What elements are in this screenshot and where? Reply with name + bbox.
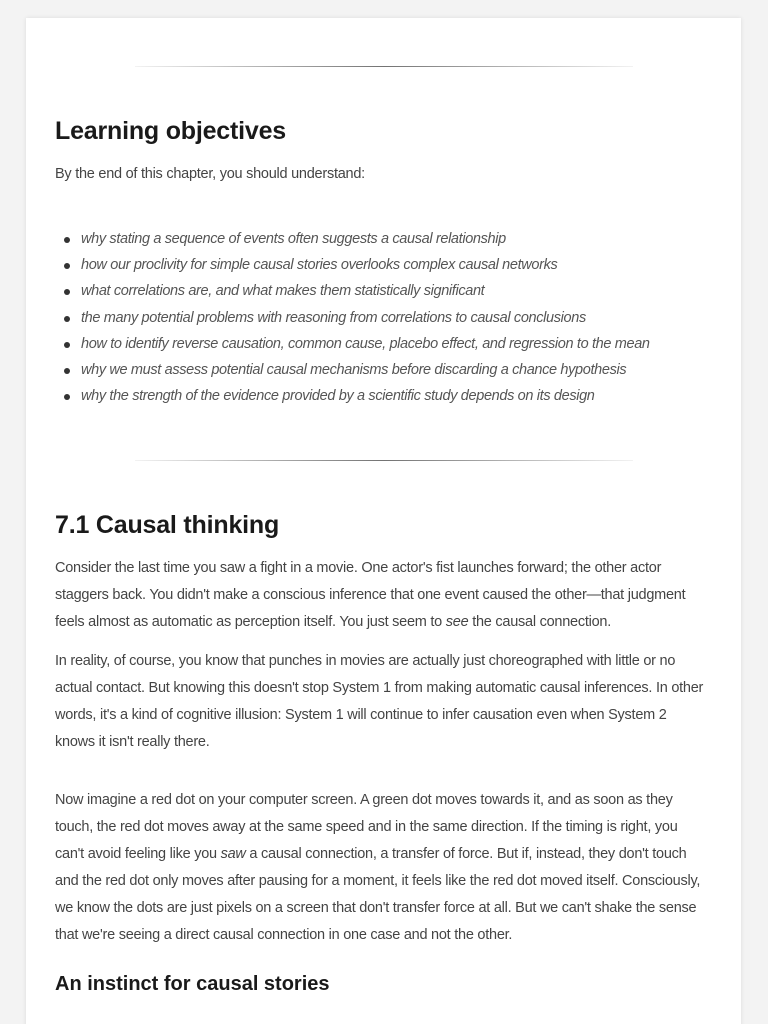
objectives-intro: By the end of this chapter, you should understand: (55, 166, 365, 182)
subsection-heading: An instinct for causal stories (55, 973, 330, 995)
list-item: how to identify reverse causation, common cause, placebo effect, and regression to the mean (81, 331, 650, 357)
bullet-icon (64, 368, 70, 374)
paragraph-3: Now imagine a red dot on your computer screen. A green dot moves towards it, and as soon as they touch, the red dot moves away at the same speed and in the same direction. If the timing is right, you can't avoid feeling like you saw a causal connection, a transfer of force. But if, instead, they don't touch and the red dot only moves after pausing for a moment, it feels like the red dot moved itself. Consciously, we know the dots are just pixels on a screen that don't transfer force at all. But we can't shake the sense that we're seeing a direct causal connection in one case and not the other. (55, 792, 701, 943)
list-item: why stating a sequence of events often suggests a causal relationship (81, 226, 650, 252)
list-item: why the strength of the evidence provided by a scientific study depends on its design (81, 383, 650, 409)
divider-top (135, 66, 633, 67)
list-item: what correlations are, and what makes them statistically significant (81, 278, 650, 304)
list-item: why we must assess potential causal mechanisms before discarding a chance hypothesis (81, 357, 650, 383)
bullet-icon (64, 394, 70, 400)
divider-middle (135, 460, 633, 461)
list-item: how our proclivity for simple causal stories overlooks complex causal networks (81, 252, 650, 278)
bullet-icon (64, 342, 70, 348)
section-heading: 7.1 Causal thinking (55, 511, 280, 539)
chapter-page (26, 18, 741, 1024)
list-item: the many potential problems with reasoning from correlations to causal conclusions (81, 305, 650, 331)
paragraph-1: Consider the last time you saw a fight in a movie. One actor's fist launches forward; the other actor staggers back. You didn't make a conscious inference that one event caused the other—that judgment feels almost as automatic as perception itself. You just seem to see the causal connection. (55, 560, 686, 630)
objectives-heading: Learning objectives (55, 117, 286, 145)
emphasis-see: see (445, 614, 469, 630)
bullet-icon (64, 237, 70, 243)
bullet-icon (64, 263, 70, 269)
paragraph-2: In reality, of course, you know that punches in movies are actually just choreographed with little or no actual contact. But knowing this doesn't stop System 1 from making automatic causal inferences. In other words, it's a kind of cognitive illusion: System 1 will continue to infer causation even when System 2 knows it isn't really there. (55, 653, 704, 750)
bullet-icon (64, 316, 70, 322)
emphasis-saw: saw (220, 846, 246, 862)
objectives-list (55, 226, 650, 409)
bullet-icon (64, 289, 70, 295)
